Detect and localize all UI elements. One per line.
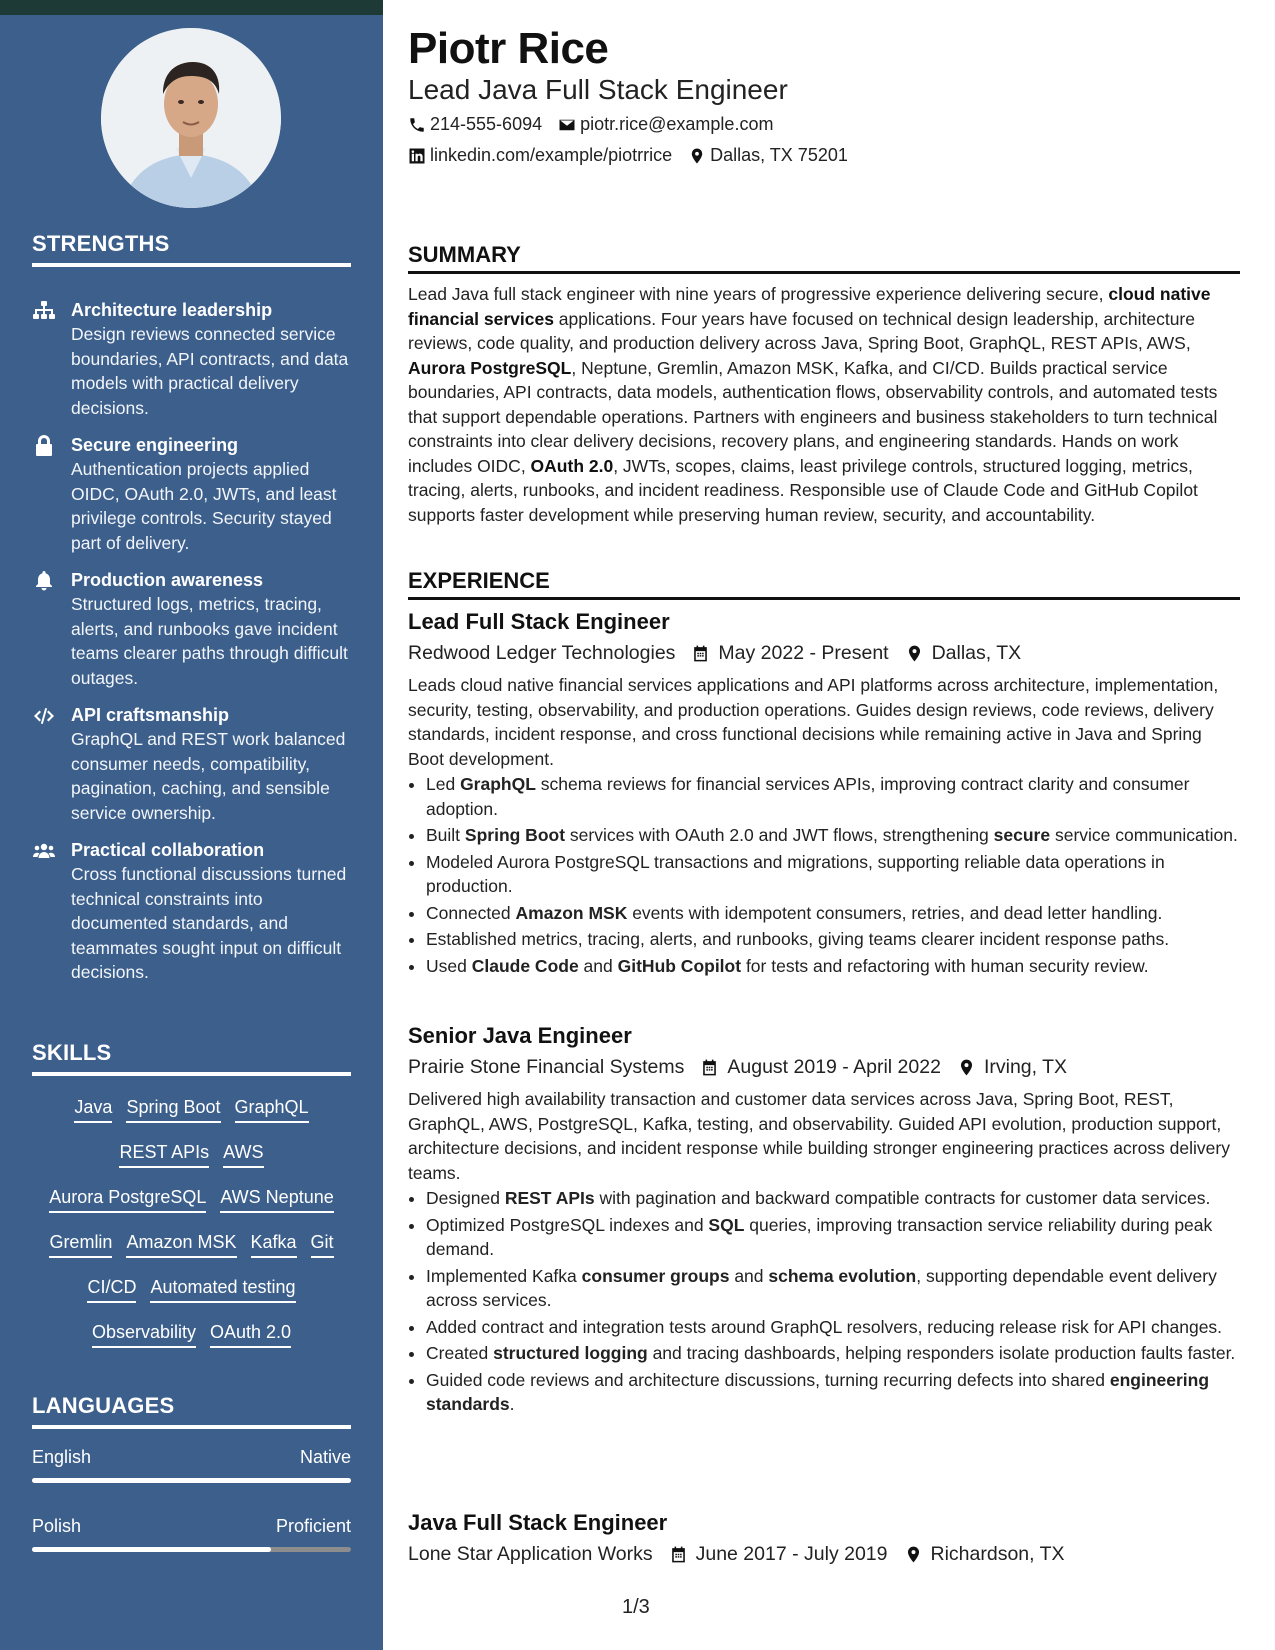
linkedin-icon [408,147,426,165]
calendar-icon [669,1545,688,1564]
text-run: schema reviews for financial services APIs, improving contract clarity and consumer adoption. [426,774,1190,819]
sitemap-icon [32,299,56,323]
job-entry [408,1509,1240,1568]
skills-list [32,1086,351,1356]
bold-text: secure [993,825,1051,845]
text-run: , supporting dependable event delivery across services. [426,1265,1217,1310]
map-pin-icon [905,644,924,663]
text-run: with pagination and backward compatible contracts for customer data services. [594,1188,1211,1208]
language-item [32,1447,351,1483]
language-bar [32,1478,351,1483]
skill-tag: AWS [223,1140,263,1168]
job-bullet [426,823,1240,848]
language-bar-fill [32,1478,351,1483]
calendar-icon [691,644,710,663]
bold-text: cloud native financial services [408,284,1211,329]
sidebar-top-bar [0,0,383,15]
bold-text: GraphQL [460,774,536,794]
job-meta [408,1540,1240,1568]
language-bar [32,1547,351,1552]
job-dates: June 2017 - July 2019 [695,1543,888,1565]
skill-tag: OAuth 2.0 [210,1320,291,1348]
job-location: Dallas, TX [931,642,1022,664]
strength-title: Practical collaboration [71,840,265,860]
skill-tag: Kafka [251,1230,297,1258]
text-run: for tests and refactoring with human security review. [741,955,1149,976]
job-bullet [426,927,1240,952]
summary-heading: SUMMARY [408,242,1240,274]
bold-text: GitHub Copilot [617,955,742,976]
language-level: Native [299,1447,351,1467]
job-title: Lead Full Stack Engineer [408,609,670,634]
job-meta [408,639,1240,667]
job-entry [408,1022,1240,1419]
strength-title: Production awareness [71,570,264,590]
strength-desc: GraphQL and REST work balanced consumer needs, compatibility, pagination, caching, and sensible service ownership. [71,729,346,823]
job-bullet [426,850,1240,899]
text-run: Lead Java full stack engineer with nine years of progressive experience delivering secure, [408,284,1109,304]
contact-row [408,145,864,166]
text-run: Built [426,825,465,845]
bold-text: Aurora PostgreSQL [408,357,572,378]
skills-heading: SKILLS [32,1040,351,1076]
job-company: Redwood Ledger Technologies [408,642,676,664]
text-run: and [729,1265,769,1286]
text-run: , Neptune, Gremlin, Amazon MSK, Kafka, and CI/CD. Builds practical service boundaries, API contracts, data models, authentication flows, observability controls, and automated tests that support dependable operations. Partners with engineers and business stakeholders to turn technical constraints into clear delivery decisions, recovery plans, and engineering standards. Hands on work includes OIDC, [408,357,1218,476]
skill-tag: Observability [92,1320,196,1348]
skill-tag: REST APIs [119,1140,209,1168]
skill-tag: Amazon MSK [126,1230,236,1258]
text-run: Guided code reviews and architecture discussions, turning recurring defects into shared [426,1369,1110,1390]
strength-item [32,568,362,690]
strength-title: Secure engineering [71,435,239,455]
location-item [688,145,848,166]
bold-text: Claude Code [471,955,579,976]
languages-heading: LANGUAGES [32,1393,351,1429]
text-run: services with OAuth 2.0 and JWT flows, strengthening [565,825,994,845]
experience-heading: EXPERIENCE [408,568,1240,600]
bold-text: schema evolution [768,1265,917,1286]
text-run: Implemented Kafka [426,1265,582,1286]
strength-desc: Design reviews connected service boundaries, API contracts, and data models with practical delivery decisions. [71,324,349,418]
profile-photo [101,28,281,208]
job-title: Java Full Stack Engineer [408,1510,668,1535]
skill-tag: Spring Boot [126,1095,220,1123]
location-text: Dallas, TX 75201 [710,145,848,165]
text-run: Modeled Aurora PostgreSQL transactions and migrations, supporting reliable data operations in production. [426,851,1165,896]
text-run: applications. Four years have focused on technical design leadership, architecture reviews, code quality, and production delivery across Java, Spring Boot, GraphQL, REST APIs, AWS, [408,308,1195,353]
strength-item [32,433,362,555]
map-pin-icon [688,147,706,165]
job-description: Leads cloud native financial services applications and API platforms across architecture, implementation, security, testing, observability, and production operations. Guides design reviews, code reviews, delivery standards, incident response, and cross functional decisions while remaining active in Java and Spring Boot development. [408,675,1219,769]
job-bullet [426,1264,1240,1313]
strength-title: Architecture leadership [71,300,273,320]
text-run: Led [426,774,461,794]
text-run: Added contract and integration tests around GraphQL resolvers, reducing release risk for API changes. [426,1316,1223,1337]
language-bar-fill [32,1547,271,1552]
page-number: 1/3 [622,1596,650,1618]
phone-item[interactable] [408,114,542,135]
text-run: , JWTs, scopes, claims, least privilege controls, structured logging, metrics, tracing, alerts, runbooks, and incident readiness. Responsible use of Claude Code and GitHub Copilot supports faster development while preserving human review, security, and accountability. [408,455,1198,525]
job-bullet [426,1186,1240,1211]
job-bullets [408,772,1240,978]
text-run: Designed [426,1188,505,1208]
phone-text: 214-555-6094 [430,114,543,134]
job-bullet [426,1341,1240,1366]
strength-desc: Cross functional discussions turned technical constraints into documented standards, and teammates sought input on difficult decisions. [71,864,347,982]
text-run: Established metrics, tracing, alerts, and runbooks, giving teams clearer incident response paths. [426,929,1170,949]
summary-text [408,282,1240,527]
email-text: piotr.rice@example.com [580,114,774,134]
sidebar [0,0,383,1650]
text-run: Created [426,1343,494,1363]
text-run: and [578,955,618,976]
users-icon [32,839,56,863]
skill-tag: AWS Neptune [220,1185,333,1213]
text-run: . [509,1394,515,1414]
text-run: service communication. [1050,825,1238,845]
strength-item [32,298,362,420]
skill-tag: CI/CD [87,1275,136,1303]
skill-tag: Git [311,1230,334,1258]
skill-tag: Java [74,1095,112,1123]
language-name: Polish [32,1516,82,1536]
bold-text: REST APIs [504,1188,595,1208]
map-pin-icon [904,1545,923,1564]
candidate-headline: Lead Java Full Stack Engineer [408,74,788,105]
phone-icon [408,116,426,134]
language-item [32,1516,351,1552]
text-run: and tracing dashboards, helping responders isolate production faults faster. [647,1343,1236,1363]
linkedin-item[interactable] [408,145,672,166]
job-bullet [426,954,1240,979]
email-item[interactable] [558,114,773,135]
job-company: Prairie Stone Financial Systems [408,1056,685,1078]
job-bullet [426,772,1240,821]
bold-text: consumer groups [581,1265,730,1286]
bold-text: Spring Boot [464,825,566,845]
candidate-name: Piotr Rice [408,24,609,73]
job-bullet [426,1368,1240,1417]
bold-text: Amazon MSK [515,902,628,923]
strengths-heading: STRENGTHS [32,231,351,267]
job-company: Lone Star Application Works [408,1543,653,1565]
envelope-icon [558,116,576,134]
job-dates: May 2022 - Present [718,642,889,664]
job-dates: August 2019 - April 2022 [727,1056,941,1078]
bold-text: SQL [708,1214,745,1235]
bold-text: OAuth 2.0 [530,455,614,476]
job-bullet [426,1315,1240,1340]
text-run: events with idempotent consumers, retries, and dead letter handling. [627,902,1163,923]
job-location: Richardson, TX [930,1543,1065,1565]
map-pin-icon [957,1058,976,1077]
language-level: Proficient [275,1516,351,1536]
strength-item [32,838,362,985]
job-title: Senior Java Engineer [408,1023,632,1048]
skill-tag: Gremlin [49,1230,112,1258]
strength-item [32,703,362,825]
contact-row [408,114,789,135]
job-location: Irving, TX [983,1056,1068,1078]
job-bullet [426,1213,1240,1262]
skill-tag: Automated testing [150,1275,295,1303]
code-icon [32,704,56,728]
job-entry [408,608,1240,980]
job-meta [408,1053,1240,1081]
text-run: Connected [426,902,516,923]
strength-title: API craftsmanship [71,705,230,725]
text-run: queries, improving transaction service reliability during peak demand. [426,1214,1213,1259]
strength-desc: Authentication projects applied OIDC, OAuth 2.0, JWTs, and least privilege controls. Security stayed part of delivery. [71,459,337,553]
text-run: Optimized PostgreSQL indexes and [426,1214,709,1235]
linkedin-text: linkedin.com/example/piotrrice [430,145,673,165]
strengths-list [32,298,362,998]
bold-text: engineering standards [426,1369,1210,1414]
text-run: Used [426,955,472,976]
lock-icon [32,434,56,458]
skill-tag: Aurora PostgreSQL [49,1185,206,1213]
bold-text: structured logging [493,1343,648,1363]
calendar-icon [700,1058,719,1077]
strength-desc: Structured logs, metrics, tracing, alerts, and runbooks gave incident teams clearer paths through difficult outages. [71,594,348,688]
job-description: Delivered high availability transaction and customer data services across Java, Spring Boot, REST, GraphQL, AWS, PostgreSQL, Kafka, testing, and observability. Guided API evolution, production support, architecture decisions, and incident response while building stronger engineering practices across delivery teams. [408,1089,1230,1183]
job-bullet [426,901,1240,926]
bell-icon [32,569,56,593]
job-bullets [408,1186,1240,1417]
language-name: English [32,1447,92,1467]
skill-tag: GraphQL [235,1095,309,1123]
profile-photo-illustration [101,28,281,208]
